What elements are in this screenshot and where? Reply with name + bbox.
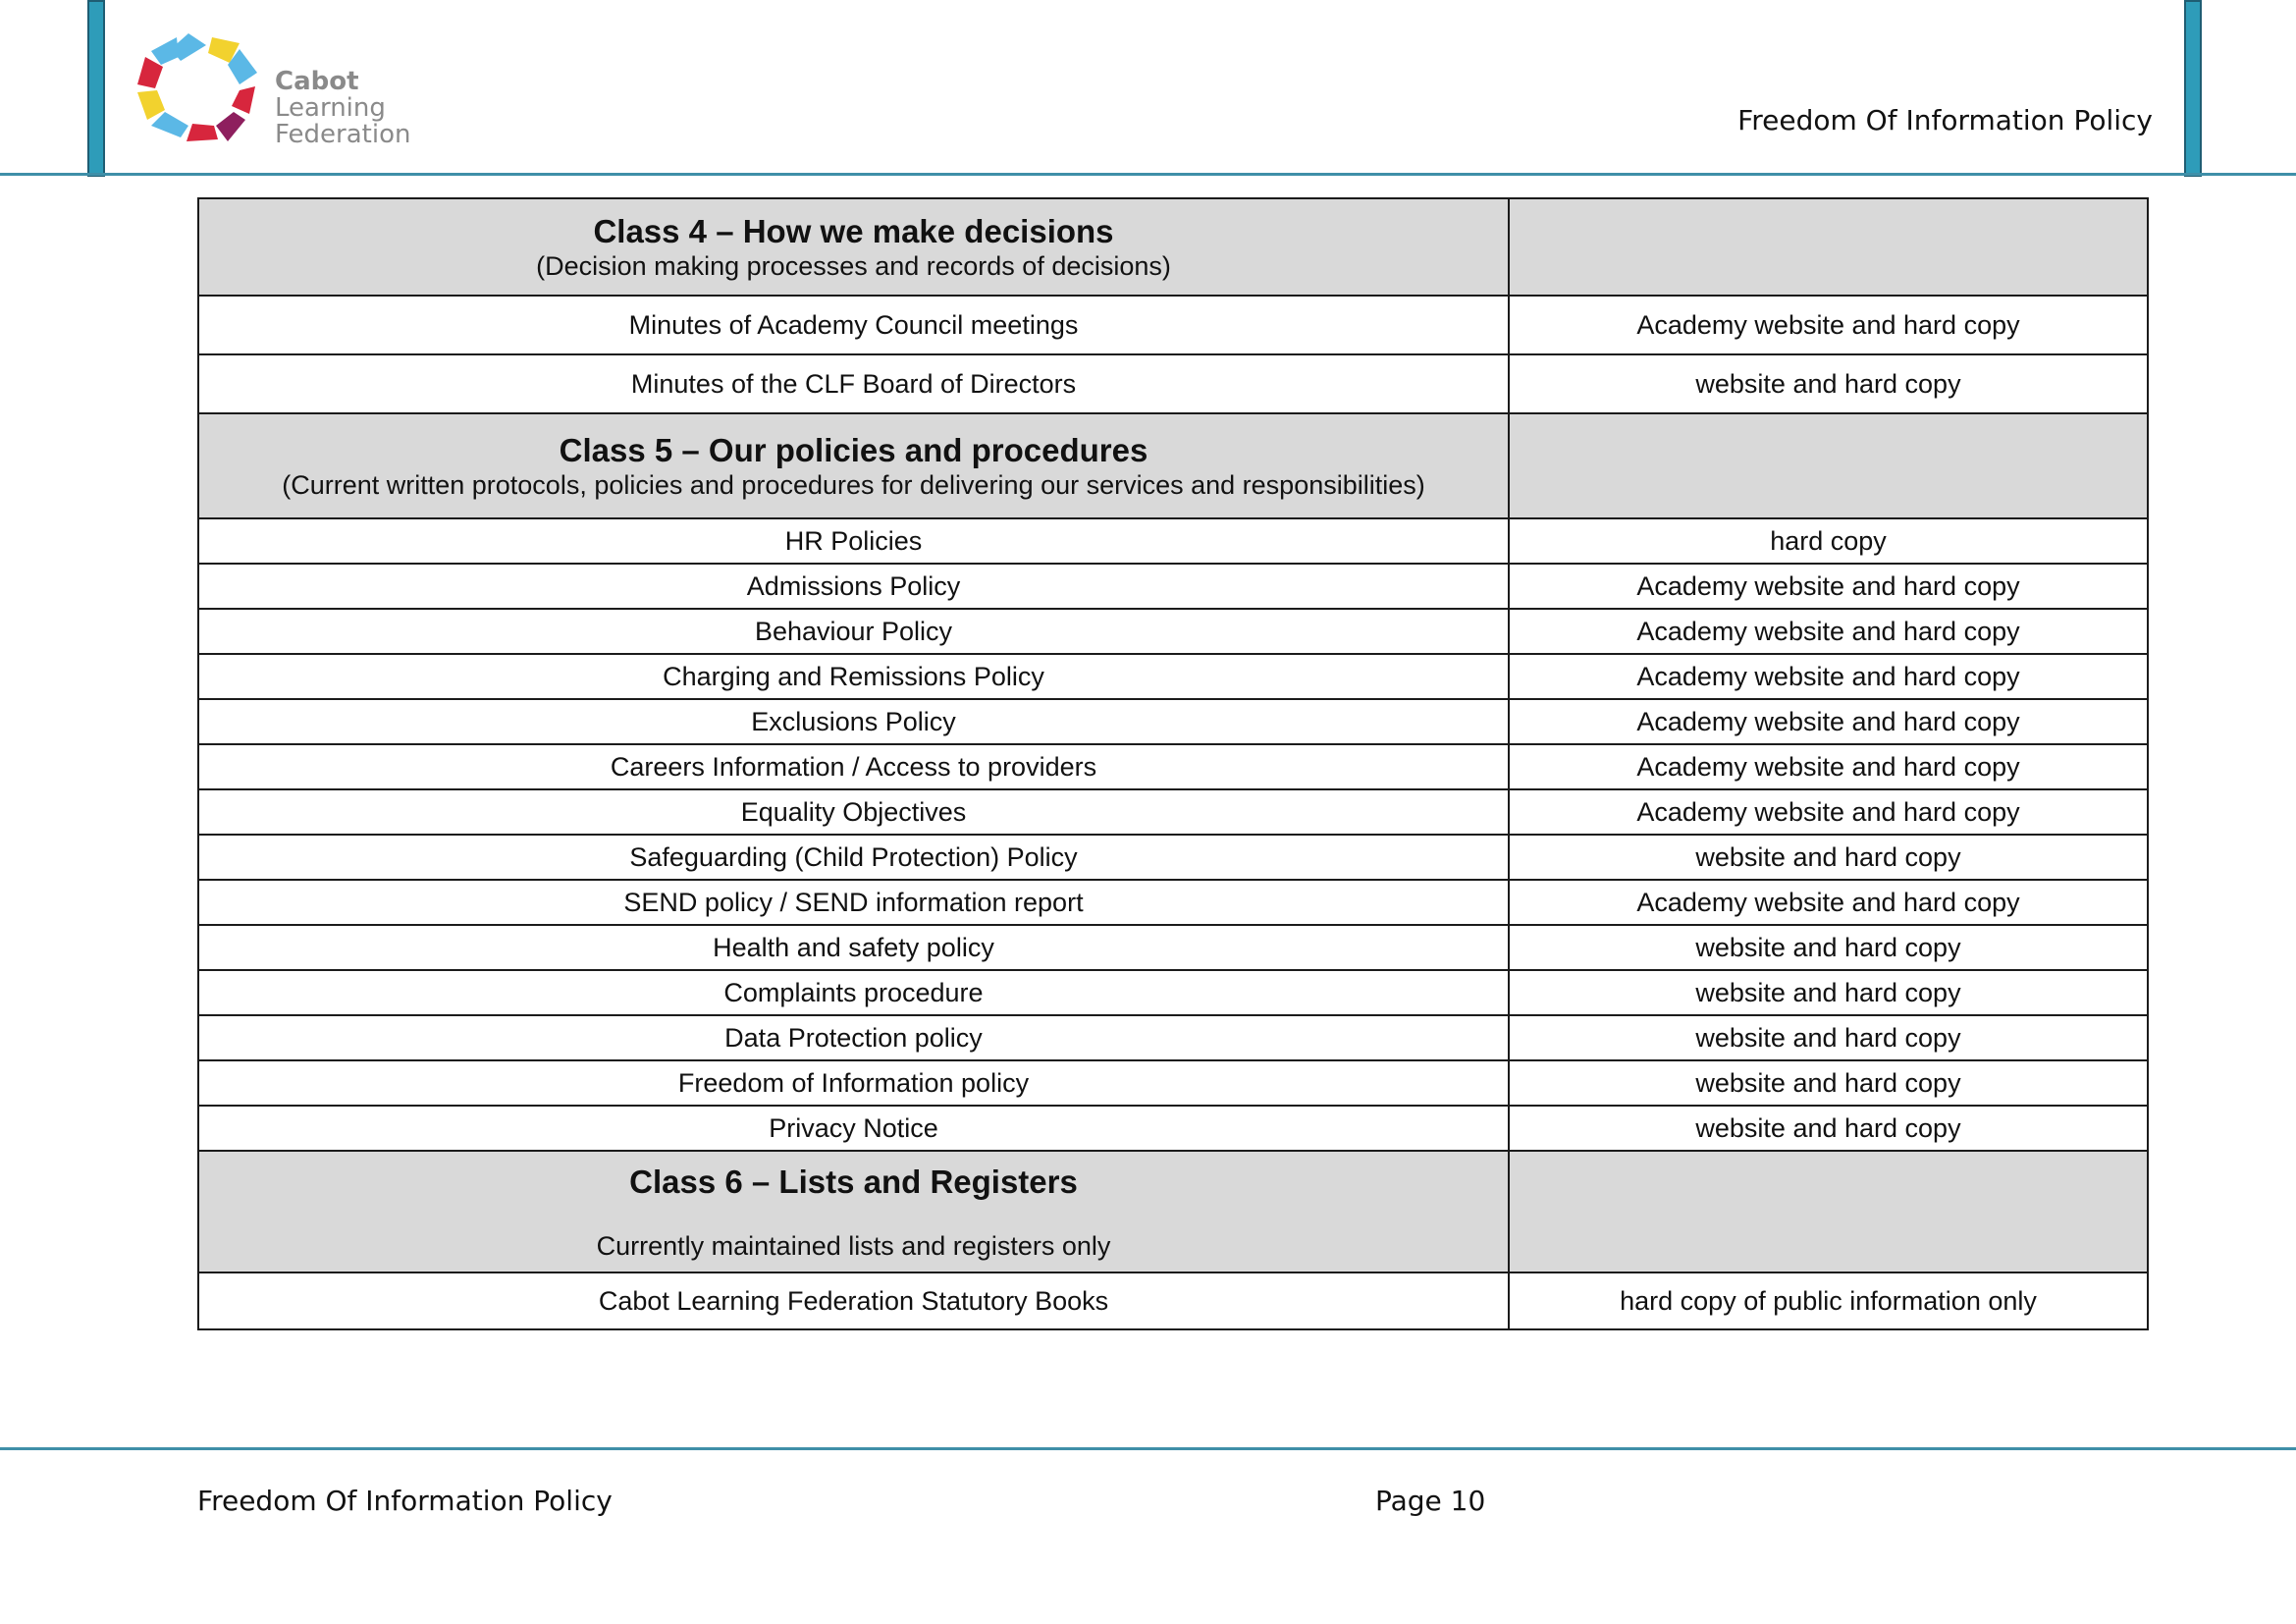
table-row — [198, 1015, 2148, 1060]
table-row — [198, 880, 2148, 925]
section-title-cell — [198, 198, 1509, 296]
section-title: Class 5 – Our policies and procedures — [559, 432, 1148, 468]
item-cell: Equality Objectives — [198, 789, 1509, 835]
table-row — [198, 1106, 2148, 1151]
logo-wordmark — [275, 69, 432, 148]
section-empty-cell — [1509, 1151, 2148, 1272]
item-cell: Complaints procedure — [198, 970, 1509, 1015]
availability-cell: website and hard copy — [1509, 1015, 2148, 1060]
item-cell: Exclusions Policy — [198, 699, 1509, 744]
availability-cell: Academy website and hard copy — [1509, 296, 2148, 354]
section-subtitle: Currently maintained lists and registers only — [596, 1231, 1111, 1261]
section-title: Class 4 – How we make decisions — [593, 212, 1114, 249]
publication-scheme-table — [197, 197, 2149, 1330]
availability-cell: website and hard copy — [1509, 354, 2148, 413]
availability-cell: Academy website and hard copy — [1509, 564, 2148, 609]
item-cell: Privacy Notice — [198, 1106, 1509, 1151]
availability-cell: website and hard copy — [1509, 1106, 2148, 1151]
logo-line-1: Cabot — [275, 67, 359, 96]
header-title: Freedom Of Information Policy — [1737, 104, 2153, 136]
table-row — [198, 354, 2148, 413]
header-accent-bar-right — [2184, 0, 2202, 177]
section-title-cell — [198, 1151, 1509, 1272]
logo-line-2: Learning — [275, 93, 386, 123]
header-accent-bar-left — [87, 0, 105, 177]
table-row — [198, 609, 2148, 654]
item-cell: HR Policies — [198, 518, 1509, 564]
table-row — [198, 518, 2148, 564]
header-divider — [0, 173, 2296, 176]
item-cell: Freedom of Information policy — [198, 1060, 1509, 1106]
item-cell: Minutes of the CLF Board of Directors — [198, 354, 1509, 413]
footer-divider — [0, 1447, 2296, 1450]
item-cell: Safeguarding (Child Protection) Policy — [198, 835, 1509, 880]
section-subtitle: (Decision making processes and records of decisions) — [536, 250, 1171, 281]
table-row — [198, 1272, 2148, 1329]
item-cell: Cabot Learning Federation Statutory Books — [198, 1272, 1509, 1329]
table-row — [198, 744, 2148, 789]
item-cell: Health and safety policy — [198, 925, 1509, 970]
section-subtitle: (Current written protocols, policies and procedures for delivering our services and responsibilities) — [282, 470, 1425, 500]
availability-cell: hard copy of public information only — [1509, 1272, 2148, 1329]
table-row — [198, 699, 2148, 744]
availability-cell: Academy website and hard copy — [1509, 744, 2148, 789]
section-empty-cell — [1509, 413, 2148, 518]
table-row — [198, 925, 2148, 970]
section-title-cell — [198, 413, 1509, 518]
logo-line-3: Federation — [275, 120, 411, 149]
item-cell: SEND policy / SEND information report — [198, 880, 1509, 925]
item-cell: Charging and Remissions Policy — [198, 654, 1509, 699]
table-row — [198, 296, 2148, 354]
item-cell: Careers Information / Access to providers — [198, 744, 1509, 789]
item-cell: Data Protection policy — [198, 1015, 1509, 1060]
section-empty-cell — [1509, 198, 2148, 296]
section-header-class-4 — [198, 198, 2148, 296]
item-cell: Behaviour Policy — [198, 609, 1509, 654]
page-number: Page 10 — [1375, 1485, 1486, 1517]
table-row — [198, 789, 2148, 835]
availability-cell: website and hard copy — [1509, 925, 2148, 970]
table-row — [198, 835, 2148, 880]
table-row — [198, 654, 2148, 699]
item-cell: Admissions Policy — [198, 564, 1509, 609]
table-row — [198, 1060, 2148, 1106]
section-title: Class 6 – Lists and Registers — [629, 1164, 1078, 1200]
cabot-logo-icon — [130, 31, 267, 149]
section-header-class-5 — [198, 413, 2148, 518]
table-row — [198, 564, 2148, 609]
section-header-class-6 — [198, 1151, 2148, 1272]
availability-cell: hard copy — [1509, 518, 2148, 564]
availability-cell: website and hard copy — [1509, 970, 2148, 1015]
item-cell: Minutes of Academy Council meetings — [198, 296, 1509, 354]
availability-cell: Academy website and hard copy — [1509, 609, 2148, 654]
availability-cell: Academy website and hard copy — [1509, 654, 2148, 699]
table-row — [198, 970, 2148, 1015]
availability-cell: website and hard copy — [1509, 835, 2148, 880]
availability-cell: Academy website and hard copy — [1509, 880, 2148, 925]
footer-title: Freedom Of Information Policy — [197, 1485, 613, 1517]
availability-cell: website and hard copy — [1509, 1060, 2148, 1106]
availability-cell: Academy website and hard copy — [1509, 789, 2148, 835]
availability-cell: Academy website and hard copy — [1509, 699, 2148, 744]
